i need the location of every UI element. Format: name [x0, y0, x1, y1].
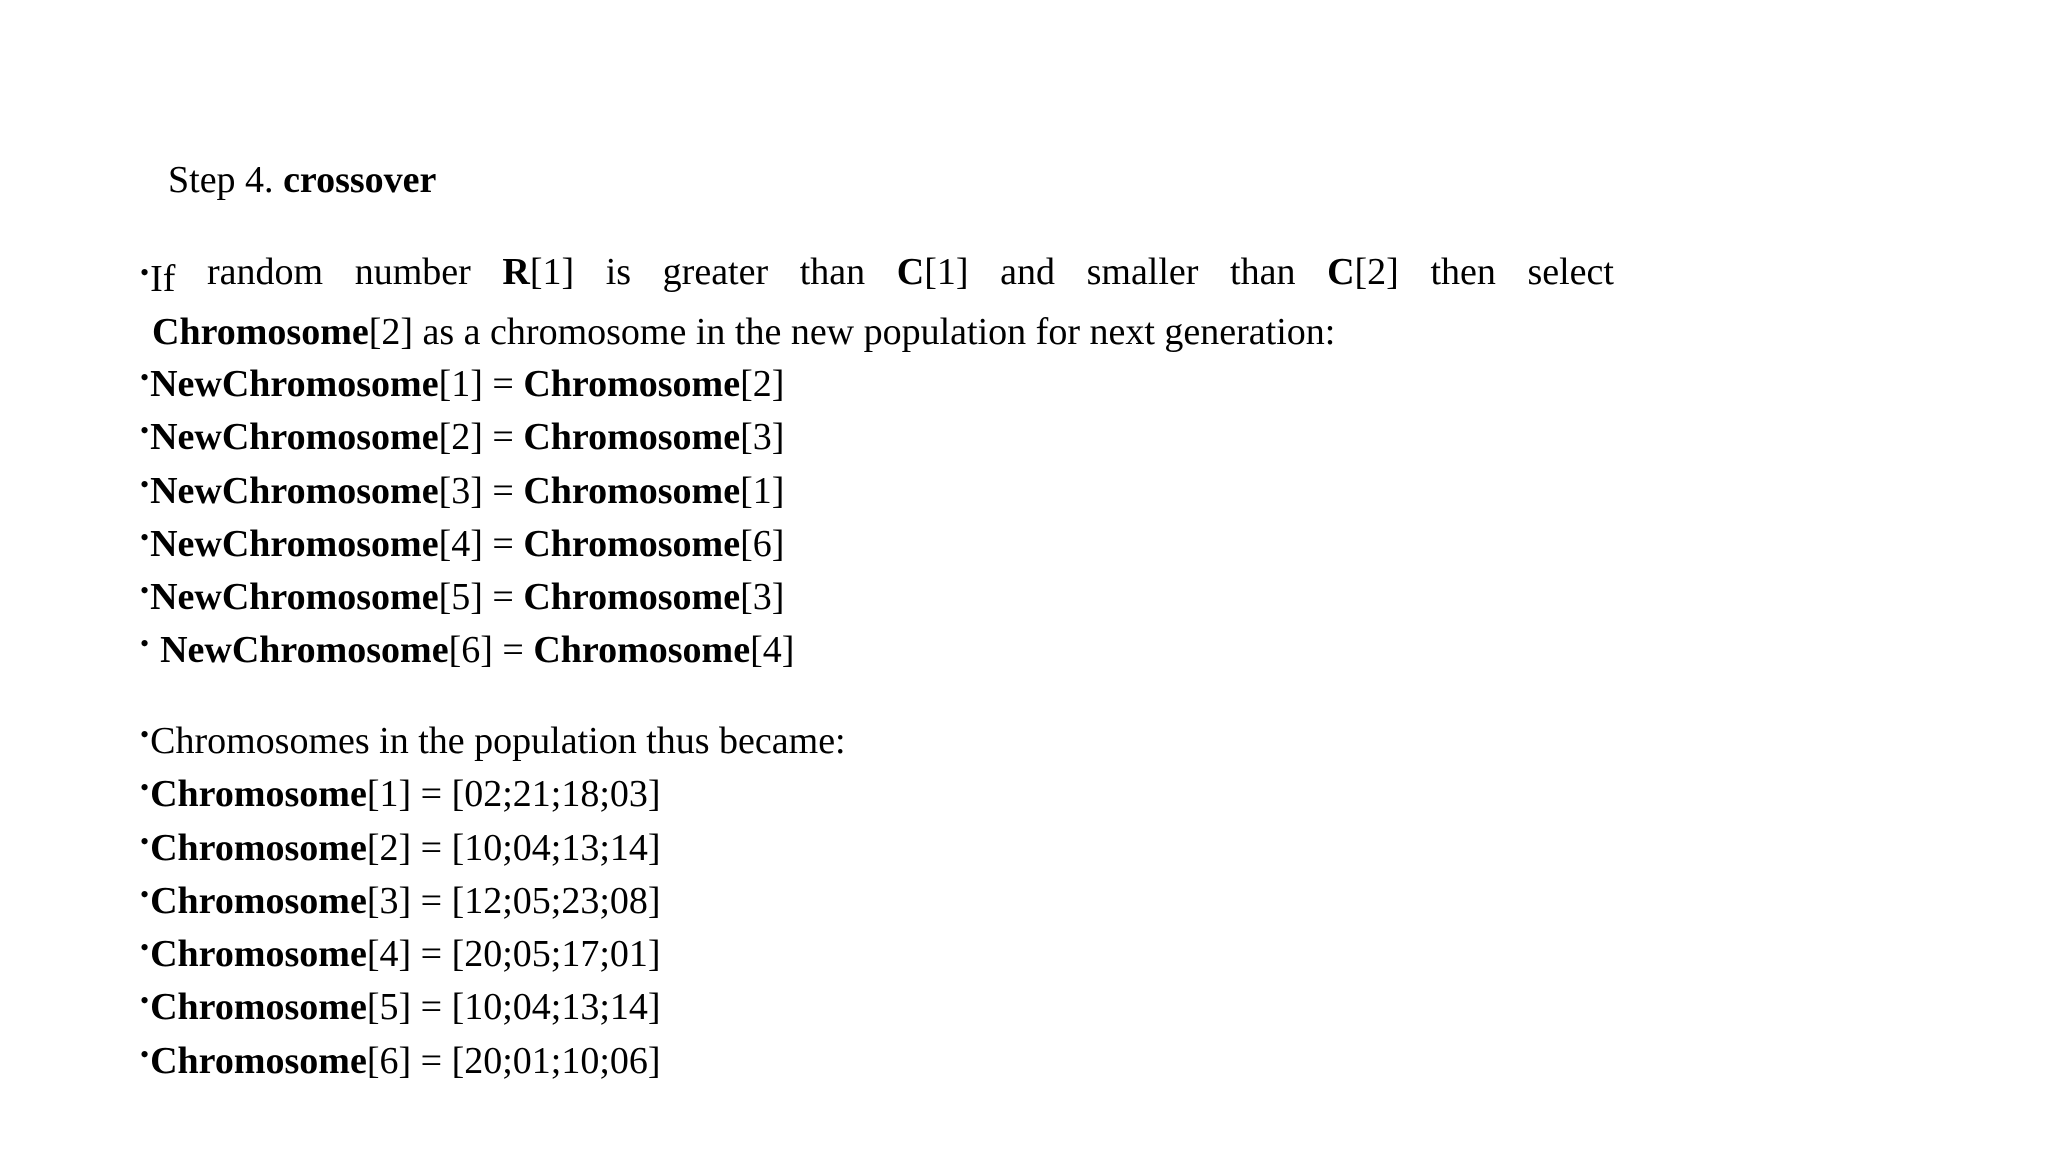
chromosome-row [140, 921, 846, 974]
chromosome-row [140, 974, 846, 1027]
assignment-line [140, 351, 794, 404]
intro-word-text: than [799, 251, 866, 293]
bullet: • [140, 773, 150, 803]
chromosome-name: Chromosome [150, 826, 367, 869]
intro-word-text: than [1230, 251, 1296, 293]
intro-index: [1] [924, 251, 969, 293]
intro-word-text: is [605, 251, 632, 293]
chromosome-value: = [10;04;13;14] [411, 826, 661, 869]
intro-word [207, 246, 323, 306]
intro-word-text: and [1000, 251, 1055, 293]
chromosome-index: [5] [366, 986, 412, 1029]
assignment-lhs-index: [1] [438, 363, 483, 405]
assignment-line [140, 404, 794, 457]
intro-index: [2] [1354, 251, 1399, 293]
chromosome-index: [4] [366, 933, 412, 976]
intro-word [663, 246, 768, 306]
assignment-lhs: NewChromosome [160, 629, 449, 672]
assignment-rhs-index: [4] [750, 629, 795, 672]
bullet: • [140, 416, 150, 446]
intro-word [1230, 246, 1295, 306]
assignment-lhs: NewChromosome [150, 522, 439, 565]
assignment-equals: = [482, 576, 524, 619]
assignment-line [140, 458, 794, 511]
intro-word [502, 246, 574, 306]
chromosome-value: = [12;05;23;08] [411, 879, 661, 922]
assignment-lhs-index: [4] [438, 522, 483, 565]
chromosome-name: Chromosome [150, 1039, 367, 1082]
bullet: • [140, 879, 150, 909]
assignment-rhs-index: [3] [740, 576, 785, 619]
intro-word [1327, 246, 1399, 306]
result-heading [140, 708, 846, 761]
assignment-equals: = [482, 469, 524, 512]
intro-index: [1] [529, 251, 575, 293]
chromosome-value: = [10;04;13;14] [411, 986, 661, 1029]
intro-word [140, 246, 175, 306]
bullet: • [140, 986, 150, 1016]
intro-bold-term: C [1327, 251, 1355, 293]
intro-word [355, 246, 471, 306]
intro-bold-term: R [502, 251, 530, 293]
result-heading-text: Chromosomes in the population thus became: [150, 720, 846, 762]
chromosome-index: [6] [366, 1039, 412, 1082]
chromosome-row [140, 1028, 846, 1081]
intro-word-text: If [150, 258, 176, 300]
chromosome-value: = [02;21;18;03] [411, 773, 661, 816]
assignment-lhs-index: [2] [438, 416, 483, 459]
bullet: • [140, 469, 150, 499]
assignment-equals: = [482, 363, 524, 405]
intro-line-1 [140, 246, 1614, 306]
chromosome-name: Chromosome [150, 986, 367, 1029]
bullet: • [140, 363, 150, 392]
step-title [168, 158, 436, 202]
assignment-rhs: Chromosome [523, 522, 741, 565]
assignment-lhs-index: [5] [438, 576, 483, 619]
intro-word [1000, 246, 1055, 306]
assignment-rhs: Chromosome [523, 363, 741, 405]
assignment-rhs-index: [6] [740, 522, 785, 565]
chromosome-index: [3] [366, 879, 412, 922]
intro-paragraph [140, 246, 1614, 360]
chromosome-value: = [20;05;17;01] [411, 933, 661, 976]
assignment-equals: = [482, 416, 524, 459]
chromosome-name: Chromosome [150, 933, 367, 976]
assignment-lhs: NewChromosome [150, 469, 439, 512]
chromosome-name: Chromosome [150, 773, 367, 816]
chromosome-row [140, 815, 846, 868]
assignment-list [140, 351, 794, 671]
intro-bold-term: Chromosome [152, 311, 369, 354]
intro-word [1430, 246, 1495, 306]
intro-word [897, 246, 969, 306]
bullet: • [140, 629, 150, 659]
assignment-line [140, 564, 794, 617]
assignment-equals: = [492, 629, 534, 672]
assignment-lhs-index: [6] [448, 629, 493, 672]
intro-word [606, 246, 631, 306]
intro-word-text: number [354, 251, 471, 293]
bullet: • [140, 933, 150, 963]
assignment-rhs: Chromosome [523, 469, 741, 512]
bullet: • [140, 1039, 150, 1069]
assignment-lhs-index: [3] [438, 469, 483, 512]
bullet: • [140, 522, 150, 552]
bullet: • [140, 826, 150, 856]
intro-line-2-text: [2] as a chromosome in the new population for next generation: [368, 311, 1336, 354]
result-rows [140, 761, 846, 1081]
chromosome-row [140, 868, 846, 921]
chromosome-index: [1] [366, 773, 412, 816]
assignment-equals: = [482, 522, 524, 565]
result-list [140, 708, 846, 1081]
intro-word [800, 246, 865, 306]
intro-word-text: greater [662, 251, 769, 293]
intro-word-text: then [1430, 251, 1496, 293]
bullet: • [140, 258, 150, 287]
assignment-rhs-index: [1] [740, 469, 785, 512]
intro-word-text: random [207, 251, 324, 293]
assignment-line [140, 617, 794, 670]
chromosome-row [140, 761, 846, 814]
step-name: crossover [283, 159, 437, 201]
step-prefix: Step 4. [168, 159, 284, 201]
bullet: • [140, 720, 150, 749]
intro-word-text: smaller [1086, 251, 1199, 293]
assignment-rhs-index: [2] [740, 363, 785, 405]
assignment-rhs: Chromosome [533, 629, 751, 672]
intro-word-text: select [1527, 251, 1614, 293]
assignment-line [140, 511, 794, 564]
assignment-lhs: NewChromosome [150, 576, 439, 619]
intro-word [1087, 246, 1199, 306]
chromosome-name: Chromosome [150, 879, 367, 922]
assignment-lhs: NewChromosome [150, 416, 439, 459]
intro-bold-term: C [896, 251, 925, 293]
assignment-lhs: NewChromosome [150, 363, 439, 405]
chromosome-value: = [20;01;10;06] [411, 1039, 661, 1082]
chromosome-index: [2] [366, 826, 412, 869]
assignment-rhs: Chromosome [523, 416, 741, 459]
intro-word [1527, 246, 1614, 306]
bullet: • [140, 576, 150, 606]
assignment-rhs-index: [3] [740, 416, 785, 459]
assignment-rhs: Chromosome [523, 576, 741, 619]
